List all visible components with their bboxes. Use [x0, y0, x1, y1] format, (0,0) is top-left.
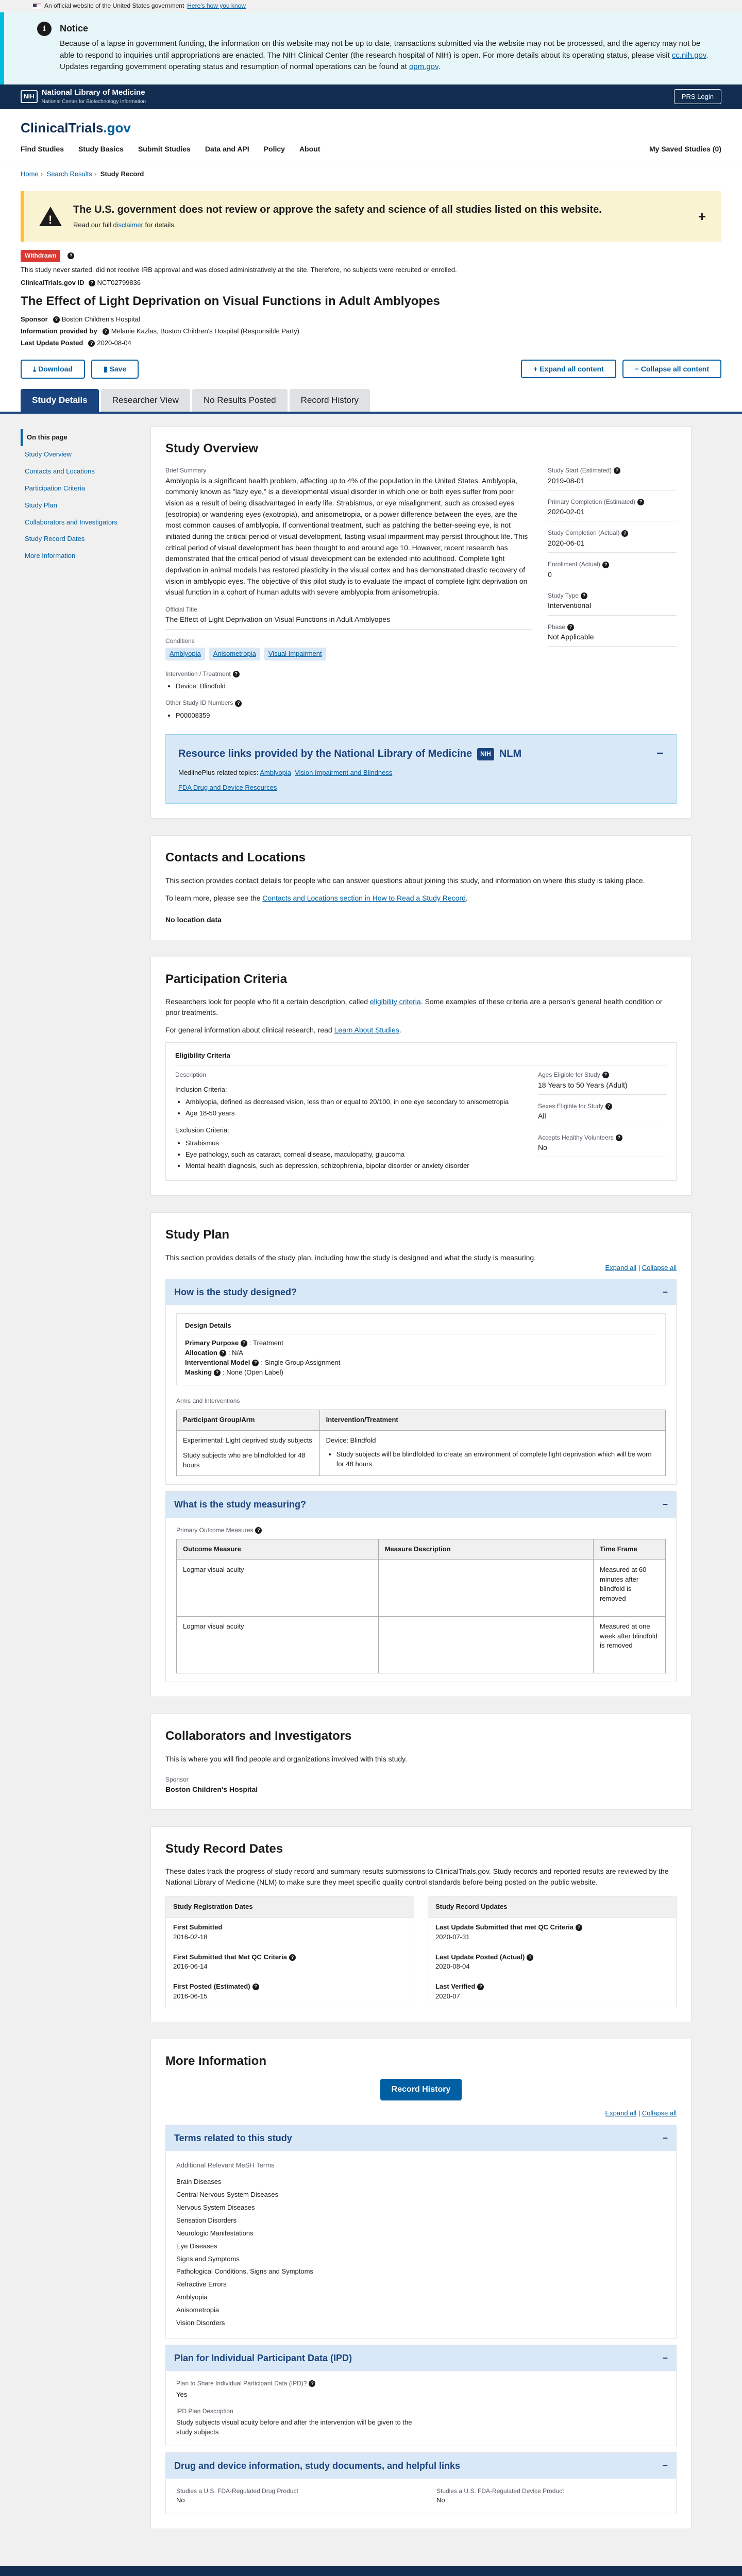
section-title: Study Plan	[165, 1228, 230, 1242]
condition-tag[interactable]: Amblyopia	[165, 648, 205, 660]
plan-toggle: Expand all | Collapse all	[605, 1263, 677, 1272]
study-title: The Effect of Light Deprivation on Visual Functions in Adult Amblyopes	[21, 294, 440, 309]
breadcrumb-home[interactable]: Home	[21, 170, 39, 178]
overview-sidebar	[548, 466, 677, 722]
collapse-all-link[interactable]: Collapse all	[642, 2109, 677, 2117]
opm-link[interactable]: opm.gov	[409, 62, 439, 72]
plan-intro: This section provides details of the study plan, including how the study is designed and what the study is measuring.	[165, 1253, 536, 1262]
collapse-icon[interactable]: −	[656, 747, 664, 761]
medlineplus-topics: MedlinePlus related topics: Amblyopia Vision Impairment and Blindness	[178, 769, 393, 777]
phase: Not Applicable	[548, 632, 677, 647]
no-location: No location data	[165, 916, 222, 924]
study-overview-section	[150, 426, 692, 819]
learn-studies-link[interactable]: Learn About Studies	[334, 1026, 399, 1035]
sponsor-line: Sponsor ? Boston Children's Hospital	[21, 315, 140, 324]
nlm-header	[0, 84, 742, 109]
dates-intro: These dates track the progress of study record and summary results submissions to ClinicalTrials.gov. Study records and reported results are reviewed by the National Library of Medicine (NLM) to make sure they meet specific quality control standards before being posted on the public website.	[165, 1867, 669, 1886]
criteria-learn: For general information about clinical research, read Learn About Studies.	[165, 1026, 401, 1035]
intervention-header: Intervention/Treatment	[319, 1410, 665, 1431]
expand-all-link[interactable]: Expand all	[605, 2109, 637, 2117]
design-accordion-header[interactable]: How is the study designed? −	[166, 1279, 676, 1305]
contacts-section	[150, 835, 692, 940]
device-label: Studies a U.S. FDA-Regulated Device Product	[436, 2487, 564, 2495]
arm-cell: Experimental: Light deprived study subjects Study subjects who are blindfolded for 48 hours	[177, 1430, 320, 1476]
tab-researcher-view[interactable]: Researcher View	[101, 389, 190, 412]
info-icon: i	[37, 22, 52, 36]
exclusion-item: • Eye pathology, such as cataract, corneal disease, maculopathy, glaucoma	[185, 1150, 522, 1160]
mesh-term: Sensation Disorders	[176, 2216, 237, 2224]
design-details	[176, 1313, 666, 1385]
topic-link[interactable]: Amblyopia	[260, 769, 291, 777]
ages-label: Ages Eligible for Study ?	[538, 1071, 667, 1079]
nlm-box-title: Resource links provided by the National Library of Medicine	[178, 748, 473, 760]
mesh-term: Brain Diseases	[176, 2178, 222, 2186]
nav-criteria[interactable]: Participation Criteria	[25, 484, 86, 492]
healthy: No	[538, 1142, 667, 1157]
drug-accordion	[165, 2452, 677, 2514]
disclaimer-link[interactable]: disclaimer	[113, 221, 143, 229]
collapse-all-button[interactable]: − Collapse all content	[622, 360, 721, 378]
site-footer	[0, 2566, 742, 2576]
record-history-button[interactable]: Record History	[380, 2079, 462, 2100]
exclusion-item: • Mental health diagnosis, such as depression, schizophrenia, bipolar disorder or anxiety disorder	[185, 1161, 522, 1171]
collab-intro: This is where you will find people and organizations involved with this study.	[165, 1754, 407, 1763]
info-provider-line: Information provided by ? Melanie Kazlas, Boston Children's Hospital (Responsible Party)	[21, 327, 300, 335]
study-start: 2019-08-01	[548, 476, 677, 490]
disclaimer-text: Read our full disclaimer for details.	[73, 221, 176, 229]
mesh-label: Additional Relevant MeSH Terms	[176, 2161, 275, 2169]
site-header	[0, 109, 742, 162]
study-type-label: Study Type ?	[548, 591, 677, 600]
official-title: The Effect of Light Deprivation on Visual Functions in Adult Amblyopes	[165, 614, 532, 629]
nih-icon: NIH	[477, 748, 494, 760]
gov-banner-text: An official website of the United States government	[44, 2, 184, 10]
how-to-read-link[interactable]: Contacts and Locations section in How to Read a Study Record	[262, 894, 466, 903]
date-item: First Submitted 2016-02-18	[173, 1923, 223, 1941]
expand-all-link[interactable]: Expand all	[605, 1263, 637, 1272]
record-header	[0, 250, 742, 378]
outcome-cell: Logmar visual acuity	[177, 1560, 379, 1616]
record-tabs	[0, 389, 742, 414]
collapse-icon: −	[662, 2352, 668, 2363]
time-frame-header: Time Frame	[594, 1539, 666, 1560]
date-item: Last Update Posted (Actual) ? 2020-08-04	[428, 1947, 676, 1977]
why-stopped: This study never started, did not receive IRB approval and was closed administratively at the site. Therefore, no subjects were recruited or enrolled.	[21, 265, 457, 274]
nav-dates[interactable]: Study Record Dates	[25, 535, 85, 543]
nav-heading: On this page	[21, 429, 134, 446]
conditions-list	[165, 648, 532, 660]
date-item: Last Update Submitted that met QC Criteria ? 2020-07-31	[428, 1918, 676, 1947]
description-label: Description	[175, 1071, 207, 1079]
registration-dates	[165, 1896, 414, 2007]
nav-find-studies[interactable]: Find Studies	[21, 145, 64, 154]
condition-tag[interactable]: Visual Impairment	[264, 648, 326, 660]
date-item: First Submitted that Met QC Criteria ? 2016-06-14	[166, 1947, 414, 1977]
nav-study-overview[interactable]: Study Overview	[25, 450, 72, 459]
ipd-desc-label: IPD Plan Description	[176, 2407, 233, 2415]
inclusion-label: Inclusion Criteria:	[175, 1085, 227, 1093]
measure-accordion-header[interactable]: What is the study measuring? −	[166, 1492, 676, 1517]
nct-id: ClinicalTrials.gov ID ? NCT02799836	[21, 278, 141, 286]
main-column	[150, 426, 692, 2546]
disclaimer-banner	[21, 191, 721, 242]
notice-body: Because of a lapse in government funding, the information on this website may not be up to date, transactions submitted via the website may not be processed, and the agency may not be able to respond to inquiries until appropriations are enacted. The NIH Clinical Center (the research hospital of NIH) is open. For more details about its operating status, please visit cc.nih.gov. Updates regarding government operating status and resumption of normal operations can be found at opm.gov.	[60, 39, 709, 72]
study-start-label: Study Start (Estimated) ?	[548, 466, 677, 475]
nav-policy[interactable]: Policy	[263, 145, 285, 154]
tab-study-details[interactable]: Study Details	[21, 389, 99, 412]
mesh-term: Pathological Conditions, Signs and Symptoms	[176, 2267, 313, 2276]
design-caption: Design Details	[185, 1321, 657, 1334]
terms-accordion-header[interactable]: Terms related to this study −	[166, 2125, 676, 2151]
content-area	[0, 414, 742, 2566]
intervention-cell: Device: Blindfold • Study subjects will be blindfolded to create an environment of complete light deprivation which will be worn for 48 hours.	[319, 1430, 665, 1476]
nav-plan[interactable]: Study Plan	[25, 501, 57, 509]
drug-accordion-header[interactable]: Drug and device information, study documents, and helpful links −	[166, 2453, 676, 2479]
nih-logo-icon: NIH	[21, 90, 38, 103]
nlm-resources-box	[165, 734, 677, 803]
more-toggle: Expand all | Collapse all	[605, 2109, 677, 2117]
sponsor-name: Boston Children's Hospital	[165, 1785, 258, 1794]
section-title: Study Record Dates	[165, 1841, 283, 1856]
download-button[interactable]: ⤓ Download	[21, 360, 85, 379]
mesh-term: Vision Disorders	[176, 2318, 225, 2327]
section-title: More Information	[165, 2054, 266, 2068]
primary-completion-label: Primary Completion (Estimated) ?	[548, 498, 677, 506]
official-title-label: Official Title	[165, 606, 197, 614]
mesh-term: Refractive Errors	[176, 2280, 227, 2289]
ipd-answer: Yes	[176, 2391, 188, 2399]
mesh-term: Anisometropia	[176, 2306, 220, 2314]
nav-more-info[interactable]: More Information	[25, 552, 76, 560]
nav-about[interactable]: About	[299, 145, 321, 154]
nav-study-basics[interactable]: Study Basics	[78, 145, 124, 154]
status-badge: Withdrawn	[21, 250, 60, 262]
fda-resources-link[interactable]: FDA Drug and Device Resources	[178, 784, 277, 792]
date-item: First Posted (Estimated) ? 2016-06-15	[166, 1977, 414, 2007]
outcome-header: Outcome Measure	[177, 1539, 379, 1560]
other-ids-label: Other Study ID Numbers ?	[165, 699, 532, 707]
sexes: All	[538, 1111, 667, 1126]
nlm-sub: National Center for Biotechnology Information	[41, 99, 146, 105]
collapse-all-link[interactable]: Collapse all	[642, 1263, 677, 1272]
design-accordion	[165, 1279, 677, 1485]
date-item: Last Verified ? 2020-07	[428, 1977, 676, 2007]
other-id: • P00008359	[176, 711, 532, 721]
help-icon[interactable]: ?	[68, 252, 74, 259]
more-info-section	[150, 2039, 692, 2529]
nlm-label: NLM	[499, 748, 522, 760]
drug-label: Studies a U.S. FDA-Regulated Drug Product	[176, 2487, 298, 2495]
eligibility-box	[165, 1042, 677, 1181]
mesh-term: Neurologic Manifestations	[176, 2229, 254, 2237]
study-completion-label: Study Completion (Actual) ?	[548, 529, 677, 537]
mesh-term: Amblyopia	[176, 2293, 208, 2301]
breadcrumb-search[interactable]: Search Results	[46, 170, 92, 178]
funding-notice	[0, 12, 742, 84]
study-type: Interventional	[548, 600, 677, 615]
collapse-icon: −	[662, 2132, 668, 2143]
criteria-intro: Researchers look for people who fit a certain description, called eligibility criteria. Some examples of these criteria are a person's general health condition or prior treatments.	[165, 997, 663, 1016]
inclusion-item: • Amblyopia, defined as decreased vision, less than or equal to 20/100, in one eye secondary to anisometropia	[185, 1097, 522, 1107]
tab-record-history[interactable]: Record History	[290, 389, 370, 412]
brief-summary-label: Brief Summary	[165, 467, 207, 474]
on-this-page-nav	[21, 426, 134, 2546]
enrollment: 0	[548, 569, 677, 584]
save-button[interactable]: ▮ Save	[91, 360, 139, 379]
exclusion-label: Exclusion Criteria:	[175, 1126, 229, 1134]
nav-data-api[interactable]: Data and API	[205, 145, 249, 154]
device-value: No	[436, 2496, 445, 2504]
how-you-know-link[interactable]: Here's how you know	[187, 2, 246, 10]
breadcrumb: Home › Search Results › Study Record	[0, 162, 742, 187]
expand-all-button[interactable]: + Expand all content	[521, 360, 616, 378]
allocation: Allocation ? : N/A	[185, 1349, 243, 1357]
mesh-term: Nervous System Diseases	[176, 2204, 255, 2212]
ages: 18 Years to 50 Years (Adult)	[538, 1080, 667, 1095]
criteria-section	[150, 957, 692, 1196]
study-plan-section	[150, 1212, 692, 1697]
us-flag-icon	[33, 4, 41, 9]
intervention-label: Intervention / Treatment ?	[165, 670, 532, 679]
main-nav	[21, 138, 721, 161]
last-update-line: Last Update Posted ? 2020-08-04	[21, 338, 131, 347]
collapse-icon: −	[662, 1499, 668, 1510]
update-dates	[428, 1896, 677, 2007]
nlm-logo[interactable]	[21, 87, 146, 106]
masking: Masking ? : None (Open Label)	[185, 1368, 283, 1376]
healthy-label: Accepts Healthy Volunteers ?	[538, 1133, 667, 1142]
collaborators-section	[150, 1714, 692, 1810]
site-logo[interactable]: ClinicalTrials.gov	[21, 120, 131, 135]
record-dates-section	[150, 1826, 692, 2022]
primary-outcome-label: Primary Outcome Measures ?	[176, 1526, 666, 1535]
time-frame-cell: Measured at 60 minutes after blindfold is removed	[594, 1560, 666, 1616]
outcome-table	[176, 1539, 666, 1673]
saved-studies-link[interactable]: My Saved Studies (0)	[649, 145, 721, 154]
notice-title: Notice	[60, 23, 89, 33]
cc-nih-link[interactable]: cc.nih.gov	[671, 50, 706, 60]
outcome-cell: Logmar visual acuity	[177, 1616, 379, 1673]
registration-header: Study Registration Dates	[166, 1897, 414, 1918]
nlm-name: National Library of Medicine	[41, 88, 145, 97]
tab-no-results[interactable]: No Results Posted	[192, 389, 288, 412]
section-title: Collaborators and Investigators	[165, 1728, 352, 1743]
exclusion-item: • Strabismus	[185, 1139, 522, 1148]
nav-submit-studies[interactable]: Submit Studies	[138, 145, 191, 154]
ipd-accordion	[165, 2345, 677, 2446]
ipd-question: Plan to Share Individual Participant Data (IPD)? ?	[176, 2379, 666, 2388]
prs-login-button[interactable]: PRS Login	[674, 89, 721, 104]
expand-disclaimer-icon[interactable]: +	[698, 208, 706, 224]
eligibility-link[interactable]: eligibility criteria	[369, 997, 421, 1006]
warning-icon	[39, 207, 62, 226]
eligibility-caption: Eligibility Criteria	[175, 1051, 667, 1065]
sponsor-label: Sponsor	[165, 1775, 189, 1783]
disclaimer-title: The U.S. government does not review or approve the safety and science of all studies listed on this website.	[73, 204, 602, 216]
contacts-learn: To learn more, please see the Contacts and Locations section in How to Read a Study Record.	[165, 894, 468, 903]
sexes-label: Sexes Eligible for Study ?	[538, 1102, 667, 1111]
primary-purpose: Primary Purpose ? : Treatment	[185, 1339, 283, 1347]
contacts-intro: This section provides contact details for people who can answer questions about joining this study, and information on where this study is taking place.	[165, 876, 645, 885]
measure-accordion	[165, 1491, 677, 1682]
brief-summary: Amblyopia is a significant health problem, affecting up to 4% of the population in the United States. Amblyopia, commonly known as "lazy eye," is a developmental visual disorder in which one or both eyes suffer from poor vision as a result of being disadvantaged in early life. Strabismus, or eye misalignment, such as crossed eyes (esotropia) or wandering eyes (exotropia), and anisometropia, or a power difference between the eyes, are the most common causes of amblyopia. If conventional treatment, such as patching the better-seeing eye, is not initiated during the critical period of visual development, lasting visual impairment may persist throughout life. This critical period of visual development has been thought to end around age 10. However, recent research has demonstrated that the critical period of visual development can be extended into adulthood. Complete light deprivation in animal models has restored plasticity in the visual cortex and has demonstrated drastic recovery of vision in amblyopic eyes. The objective of this pilot study is to evaluate the impact of complete light deprivation on visual function in a cohort of human adults with severe amblyopia from anisometropia.	[165, 476, 528, 597]
terms-accordion	[165, 2125, 677, 2338]
conditions-label: Conditions	[165, 637, 195, 645]
gov-banner	[0, 0, 742, 12]
collapse-icon: −	[662, 2460, 668, 2471]
nav-contacts[interactable]: Contacts and Locations	[25, 467, 95, 475]
inclusion-item: • Age 18-50 years	[185, 1109, 522, 1118]
time-frame-cell: Measured at one week after blindfold is removed	[594, 1616, 666, 1673]
drug-value: No	[176, 2496, 185, 2504]
arms-label: Arms and Interventions	[176, 1397, 240, 1404]
enrollment-label: Enrollment (Actual) ?	[548, 560, 677, 569]
breadcrumb-current: Study Record	[100, 170, 144, 178]
updates-header: Study Record Updates	[428, 1897, 676, 1918]
arms-table	[176, 1410, 666, 1476]
section-title: Contacts and Locations	[165, 850, 306, 865]
nav-collaborators[interactable]: Collaborators and Investigators	[25, 518, 117, 526]
section-title: Participation Criteria	[165, 972, 288, 986]
mesh-term: Signs and Symptoms	[176, 2255, 240, 2263]
ipd-description: Study subjects visual acuity before and after the intervention will be given to the study subjects	[176, 2418, 412, 2436]
section-title: Study Overview	[165, 442, 259, 456]
mesh-term: Central Nervous System Diseases	[176, 2191, 278, 2199]
mesh-term: Eye Diseases	[176, 2242, 217, 2250]
study-completion: 2020-06-01	[548, 538, 677, 553]
description-header: Measure Description	[378, 1539, 593, 1560]
primary-completion: 2020-02-01	[548, 506, 677, 521]
interventional-model: Interventional Model ? : Single Group Assignment	[185, 1359, 341, 1367]
condition-tag[interactable]: Anisometropia	[209, 648, 260, 660]
ipd-accordion-header[interactable]: Plan for Individual Participant Data (IPD) −	[166, 2345, 676, 2371]
arm-header: Participant Group/Arm	[177, 1410, 320, 1431]
phase-label: Phase ?	[548, 623, 677, 632]
collapse-icon: −	[662, 1287, 668, 1298]
topic-link[interactable]: Vision Impairment and Blindness	[295, 769, 393, 777]
intervention-item: • Device: Blindfold	[176, 682, 532, 691]
